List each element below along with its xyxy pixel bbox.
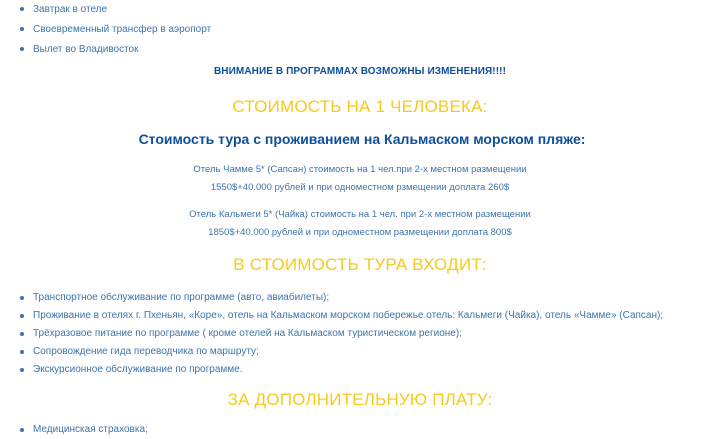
list-item	[20, 325, 663, 343]
hotel-price-line: Отель Чамме 5* (Сапсан) стоимость на 1 чел.при 2-х местном размещении	[193, 164, 527, 175]
bullet-icon	[20, 314, 24, 318]
hotel-price-line: 1550$+40.000 рублей и при одноместном рзмещении доплата 260$	[210, 182, 510, 193]
list-item-label: Завтрак в отеле	[33, 4, 108, 15]
list-item	[20, 421, 148, 439]
list-item-label: Вылет во Владивосток	[33, 44, 139, 55]
cost-per-person-heading: СТОИМОСТЬ НА 1 ЧЕЛОВЕКА:	[232, 97, 488, 116]
list-item-label: Проживание в отелях г. Пхеньян, «Коре», отель на Кальмаском морском побережье отель: Кальмеги (Чайка), отель «Чамме» (Сапсан);	[33, 310, 664, 321]
bullet-icon	[20, 7, 24, 11]
bullet-icon	[20, 428, 24, 432]
list-item	[20, 0, 211, 20]
list-item-label: Транспортное обслуживание по программе (авто, авиабилеты);	[33, 292, 330, 303]
list-item	[20, 20, 211, 40]
hotel-price-line: 1850$+40.000 рублей и при одноместном размещении доплата 800$	[208, 227, 512, 238]
program-day-list	[20, 0, 211, 60]
bullet-icon	[20, 350, 24, 354]
list-item	[20, 343, 663, 361]
bullet-icon	[20, 27, 24, 31]
list-item-label: Трёхразовое питание по программе ( кроме отелей на Кальмаском туристическом регионе);	[33, 328, 462, 339]
extra-cost-list	[20, 421, 148, 439]
tour-cost-heading: Стоимость тура с проживанием на Кальмаском морском пляже:	[138, 131, 586, 147]
list-item	[20, 361, 663, 379]
list-item	[20, 40, 211, 60]
bullet-icon	[20, 368, 24, 372]
included-list	[20, 289, 663, 379]
bullet-icon	[20, 332, 24, 336]
list-item-label: Своевременный трансфер в аэропорт	[33, 24, 212, 35]
included-heading: В СТОИМОСТЬ ТУРА ВХОДИТ:	[233, 255, 487, 274]
program-change-warning: ВНИМАНИЕ В ПРОГРАММАХ ВОЗМОЖНЫ ИЗМЕНЕНИЯ!!!!	[213, 66, 507, 77]
extra-cost-heading: ЗА ДОПОЛНИТЕЛЬНУЮ ПЛАТУ:	[227, 390, 493, 409]
list-item	[20, 307, 663, 325]
list-item-label: Сопровождение гида переводчика по маршруту;	[33, 346, 259, 357]
bullet-icon	[20, 47, 24, 51]
bullet-icon	[20, 296, 24, 300]
list-item-label: Медицинская страховка;	[33, 424, 148, 435]
list-item	[20, 289, 663, 307]
list-item-label: Экскурсионное обслуживание по программе.	[33, 364, 243, 375]
hotel-price-line: Отель Кальмеги 5* (Чайка) стоимость на 1 чел. при 2-х местном размещении	[189, 209, 531, 220]
